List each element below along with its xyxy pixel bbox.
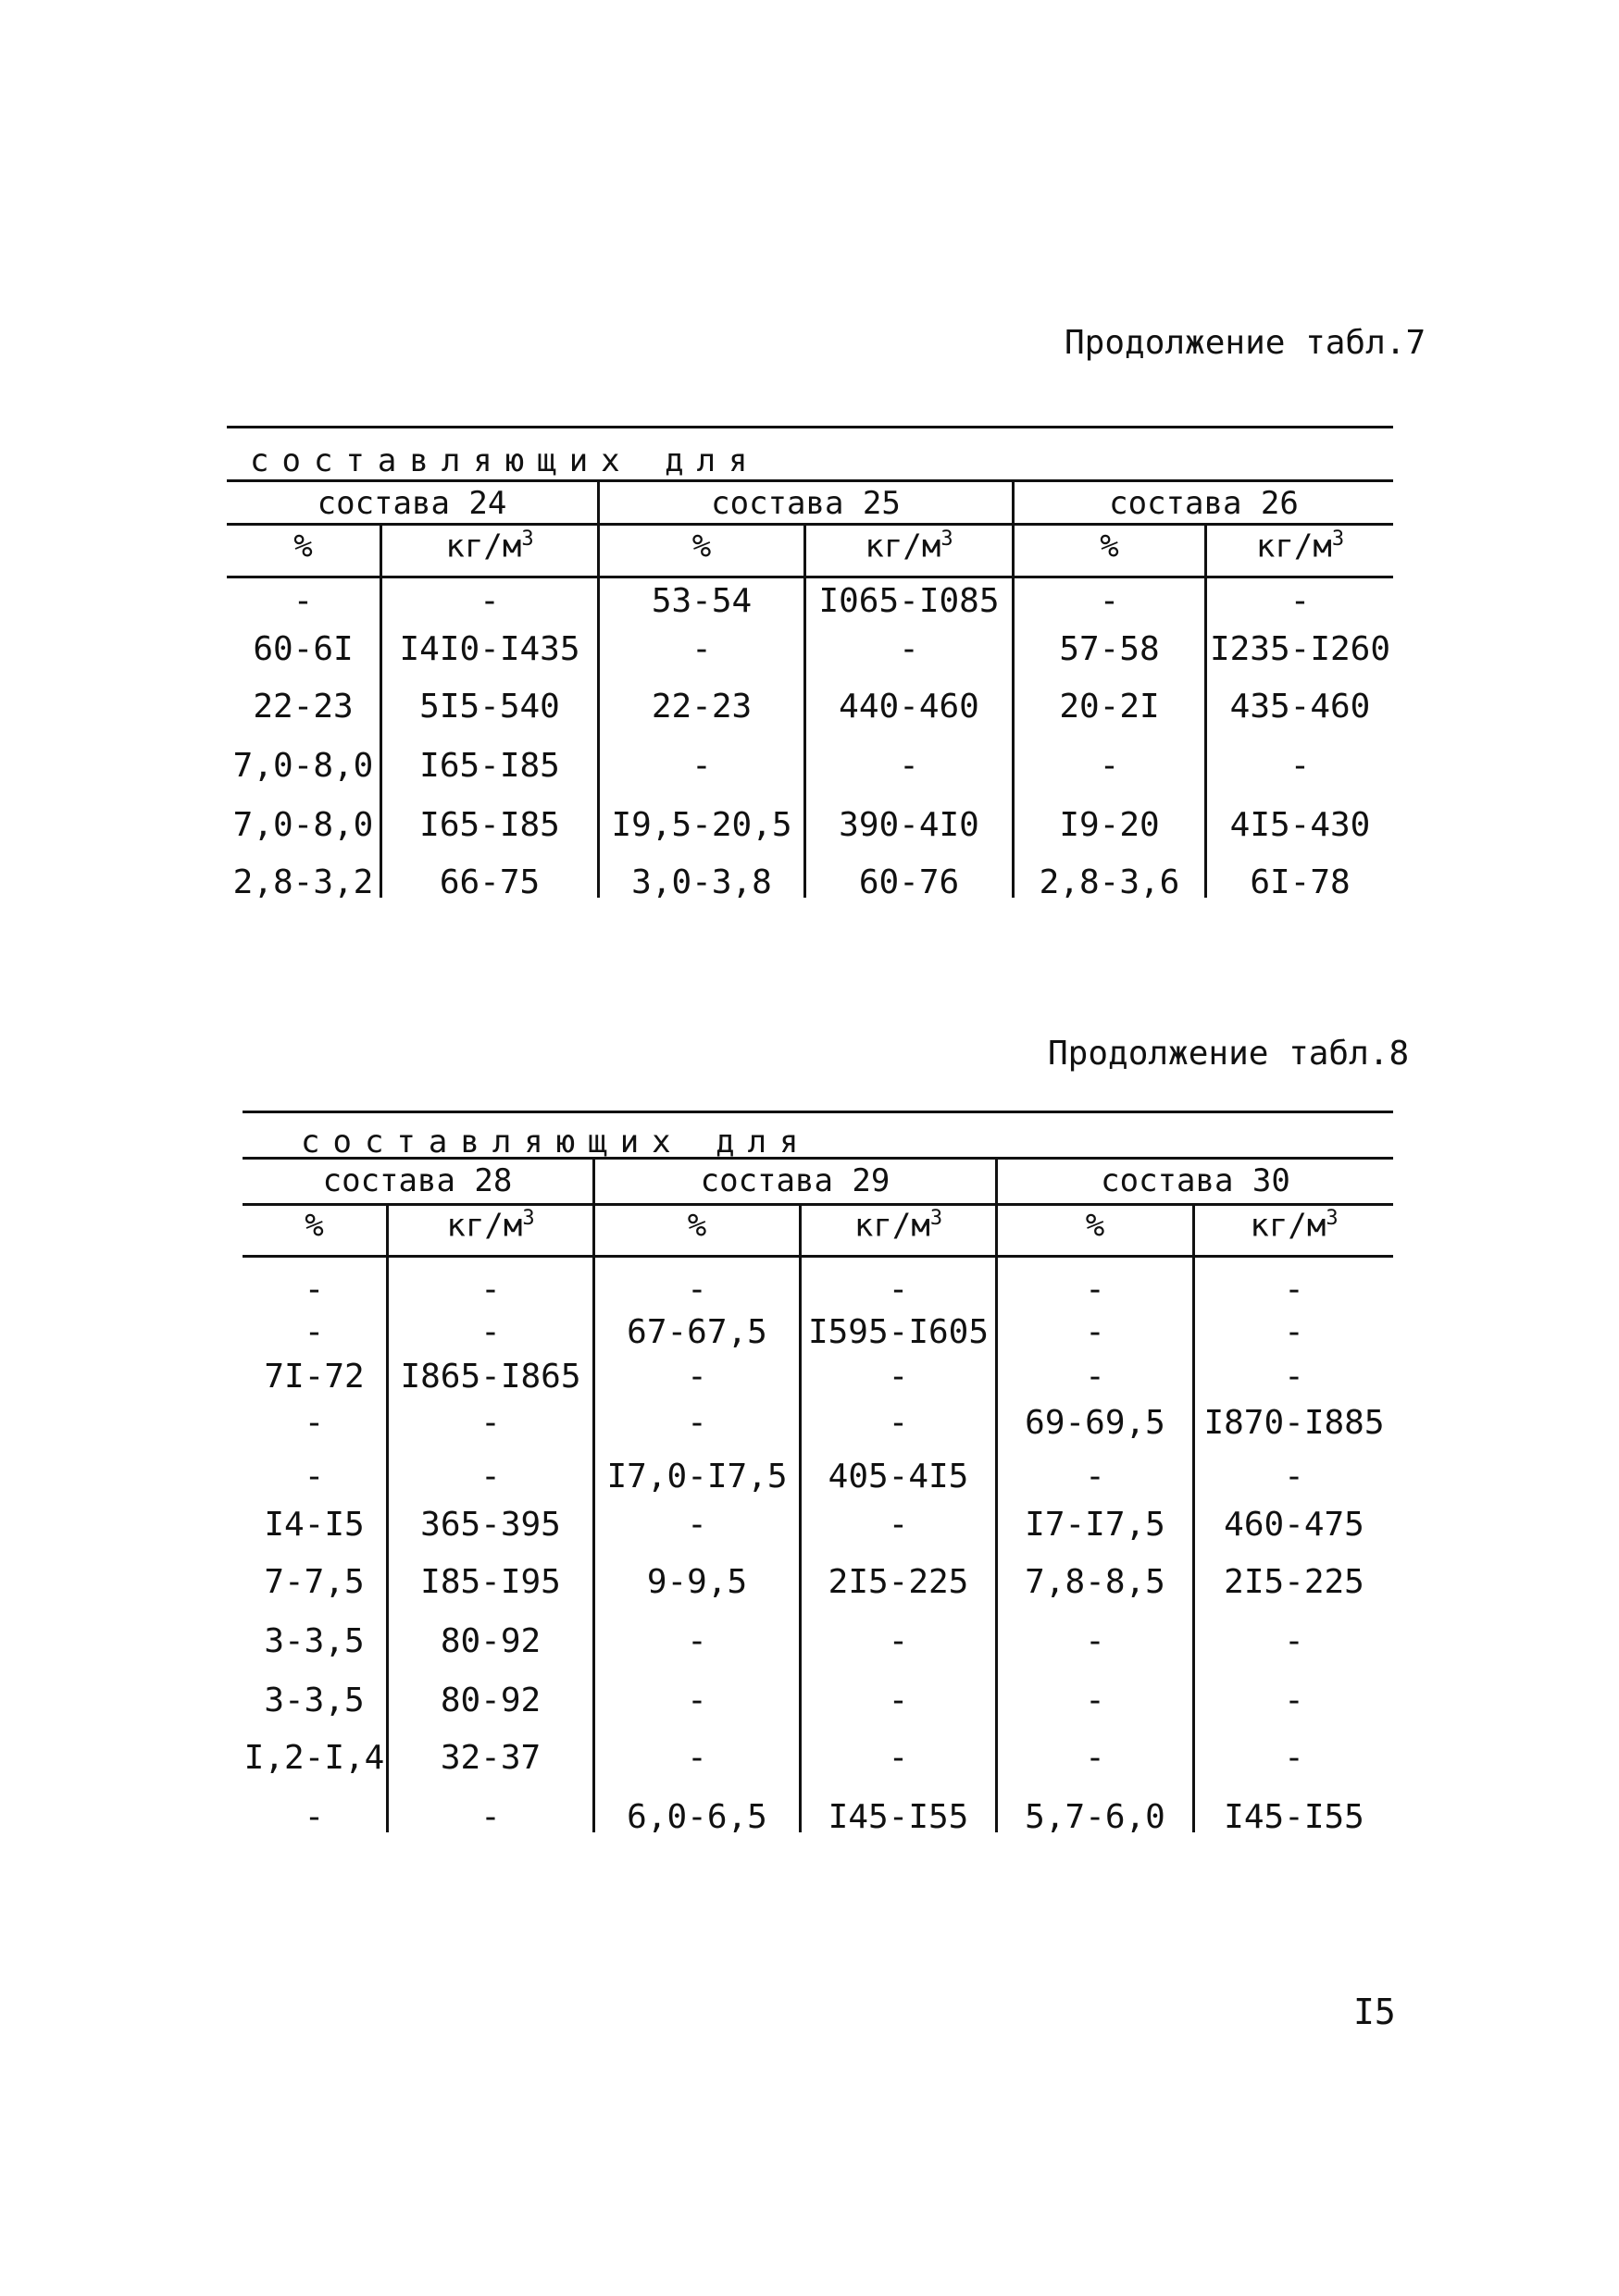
table8-cell: 69-69,5: [1025, 1404, 1165, 1442]
table8-cell: -: [304, 1404, 325, 1442]
table8-group-label: состава 28: [322, 1162, 513, 1199]
table8-cell: 405-4I5: [828, 1458, 969, 1496]
table8-cell: I85-I95: [420, 1563, 561, 1601]
table7-cell: I9,5-20,5: [611, 806, 792, 844]
table7-cell: 440-460: [839, 688, 979, 726]
table8-cell: 365-395: [420, 1506, 561, 1544]
table7-cell: 2,8-3,2: [232, 863, 374, 901]
table8-cell: I45-I55: [828, 1798, 969, 1836]
page-number: I5: [1353, 1992, 1396, 2032]
table7-cell: 22-23: [253, 688, 354, 726]
table7-cell: 22-23: [651, 688, 753, 726]
table8-cell: -: [888, 1622, 909, 1660]
table7-cell: 435-460: [1229, 688, 1371, 726]
table8-cell: -: [304, 1798, 325, 1836]
table8-group-label: состава 30: [1101, 1162, 1290, 1199]
table8-cell: -: [888, 1506, 909, 1544]
table7-group-label: состава 25: [711, 485, 901, 522]
table8-cell: 80-92: [440, 1622, 542, 1660]
table7-cell: -: [479, 582, 500, 620]
table8-group-rule: [243, 1203, 1393, 1206]
table8-cell: -: [1085, 1682, 1105, 1719]
table8-cell: -: [687, 1271, 707, 1309]
table7-header: составляющих для: [250, 442, 761, 479]
table7-unit-kgm3: $кг/м^3$: [1255, 527, 1345, 565]
table8-cell: -: [1085, 1358, 1105, 1396]
table8-caption: Продолжение табл.8: [1048, 1035, 1410, 1073]
table7-cell: 7,0-8,0: [232, 806, 374, 844]
table8-cell: 3-3,5: [264, 1682, 365, 1719]
table8-cell: 9-9,5: [646, 1563, 748, 1601]
table7-unit-percent: %: [293, 527, 313, 565]
table8-cell: -: [1284, 1682, 1304, 1719]
table8-cell: I595-I605: [807, 1313, 990, 1351]
table8-cell: -: [687, 1506, 707, 1544]
table8-cell: -: [1284, 1313, 1304, 1351]
table8-cell: I865-I865: [400, 1358, 581, 1396]
table7-cell: 57-58: [1059, 630, 1160, 668]
table8-cell: -: [888, 1682, 909, 1719]
table7-top-rule: [227, 426, 1393, 428]
table8-unit-percent: %: [1085, 1207, 1105, 1245]
table8-cell: -: [687, 1622, 707, 1660]
table7-cell: 4I5-430: [1229, 806, 1371, 844]
table7-group-label: состава 24: [317, 485, 507, 522]
table7-cell: 60-76: [858, 863, 960, 901]
table8-cell: -: [1284, 1358, 1304, 1396]
table7-cell: I9-20: [1059, 806, 1160, 844]
table8-cell: 32-37: [440, 1739, 542, 1777]
table7-cell: -: [691, 747, 712, 785]
table8-cell: -: [480, 1798, 501, 1836]
table8-top-rule: [243, 1111, 1393, 1113]
table8-cell: 80-92: [440, 1682, 542, 1719]
table8-cell: 5,7-6,0: [1025, 1798, 1165, 1836]
table8-cell: -: [480, 1458, 501, 1496]
table8-header-rule: [243, 1157, 1393, 1160]
table8-cell: 6,0-6,5: [627, 1798, 767, 1836]
table7-cell: 3,0-3,8: [631, 863, 772, 901]
table7-cell: I65-I85: [419, 747, 560, 785]
table8-unit-kgm3: $кг/м^3$: [446, 1207, 535, 1245]
table8-cell: -: [1085, 1622, 1105, 1660]
table8-cell: -: [304, 1458, 325, 1496]
table7-cell: 2,8-3,6: [1039, 863, 1180, 901]
table8-unit-kgm3: $кг/м^3$: [1250, 1207, 1339, 1245]
table7-cell: -: [1099, 582, 1120, 620]
table8-cell: I45-I55: [1224, 1798, 1364, 1836]
table8-cell: -: [687, 1682, 707, 1719]
table7-cell: -: [293, 582, 314, 620]
table8-cell: -: [888, 1739, 909, 1777]
table8-cell: 7-7,5: [264, 1563, 365, 1601]
table7-cell: 390-4I0: [839, 806, 979, 844]
table8-cell: -: [687, 1739, 707, 1777]
table7-cell: -: [691, 630, 712, 668]
table7-cell: 66-75: [439, 863, 541, 901]
table8-cell: 3-3,5: [264, 1622, 365, 1660]
table7-cell: 60-6I: [253, 630, 354, 668]
table8-cell: I870-I885: [1203, 1404, 1385, 1442]
table8-cell: -: [1085, 1271, 1105, 1309]
table7-unit-percent: %: [1100, 527, 1119, 565]
table8-cell: -: [480, 1404, 501, 1442]
table8-cell: I7-I7,5: [1025, 1506, 1165, 1544]
table7-cell: 53-54: [651, 582, 753, 620]
table7-cell: -: [1099, 747, 1120, 785]
table8-unit-kgm3: $кг/м^3$: [853, 1207, 943, 1245]
table7-header-rule: [227, 479, 1393, 482]
table7-unit-kgm3: $кг/м^3$: [445, 527, 534, 565]
table7-cell: -: [1289, 747, 1311, 785]
table7-cell: 6I-78: [1250, 863, 1351, 901]
table8-cell: -: [687, 1404, 707, 1442]
table7-cell: I235-I260: [1209, 630, 1391, 668]
table7-unit-percent: %: [691, 527, 712, 565]
table8-cell: -: [888, 1271, 909, 1309]
table8-cell: -: [480, 1313, 501, 1351]
table7-group-label: состава 26: [1109, 485, 1299, 522]
table8-cell: -: [687, 1358, 707, 1396]
table8-cell: -: [1284, 1622, 1304, 1660]
table7-units-rule: [227, 576, 1393, 578]
table8-cell: 7I-72: [264, 1358, 365, 1396]
table8-cell: I4-I5: [264, 1506, 365, 1544]
table8-cell: -: [1284, 1458, 1304, 1496]
table8-cell: -: [1085, 1739, 1105, 1777]
table7-unit-kgm3: $кг/м^3$: [865, 527, 953, 565]
table8-cell: -: [304, 1271, 325, 1309]
table7-cell: 5I5-540: [419, 688, 560, 726]
table7-cell: 20-2I: [1059, 688, 1160, 726]
table8-cell: -: [888, 1358, 909, 1396]
table8-cell: -: [480, 1271, 501, 1309]
table8-unit-percent: %: [687, 1207, 707, 1245]
table7-cell: -: [899, 630, 919, 668]
table8-cell: -: [1085, 1458, 1105, 1496]
table7-group-rule: [227, 523, 1393, 526]
table7-cell: -: [1289, 582, 1311, 620]
table8-cell: -: [1284, 1271, 1304, 1309]
table8-cell: -: [1085, 1313, 1105, 1351]
table7-cell: I065-I085: [818, 582, 1000, 620]
table8-cell: 2I5-225: [1224, 1563, 1364, 1601]
table8-cell: 460-475: [1224, 1506, 1364, 1544]
table8-cell: -: [1284, 1739, 1304, 1777]
table8-cell: 67-67,5: [627, 1313, 767, 1351]
table8-unit-percent: %: [305, 1207, 324, 1245]
table7-cell: -: [899, 747, 919, 785]
table8-header: составляющих для: [301, 1123, 812, 1160]
table8-cell: I,2-I,4: [243, 1739, 385, 1777]
table8-cell: -: [888, 1404, 909, 1442]
table8-cell: -: [304, 1313, 325, 1351]
table7-cell: 7,0-8,0: [232, 747, 374, 785]
table8-group-label: состава 29: [700, 1162, 890, 1199]
table7-caption: Продолжение табл.7: [1065, 324, 1426, 362]
table7-cell: I4I0-I435: [399, 630, 580, 668]
table8-cell: 7,8-8,5: [1025, 1563, 1165, 1601]
table8-cell: 2I5-225: [828, 1563, 969, 1601]
table8-units-rule: [243, 1255, 1393, 1258]
table7-cell: I65-I85: [419, 806, 560, 844]
table8-cell: I7,0-I7,5: [606, 1458, 788, 1496]
